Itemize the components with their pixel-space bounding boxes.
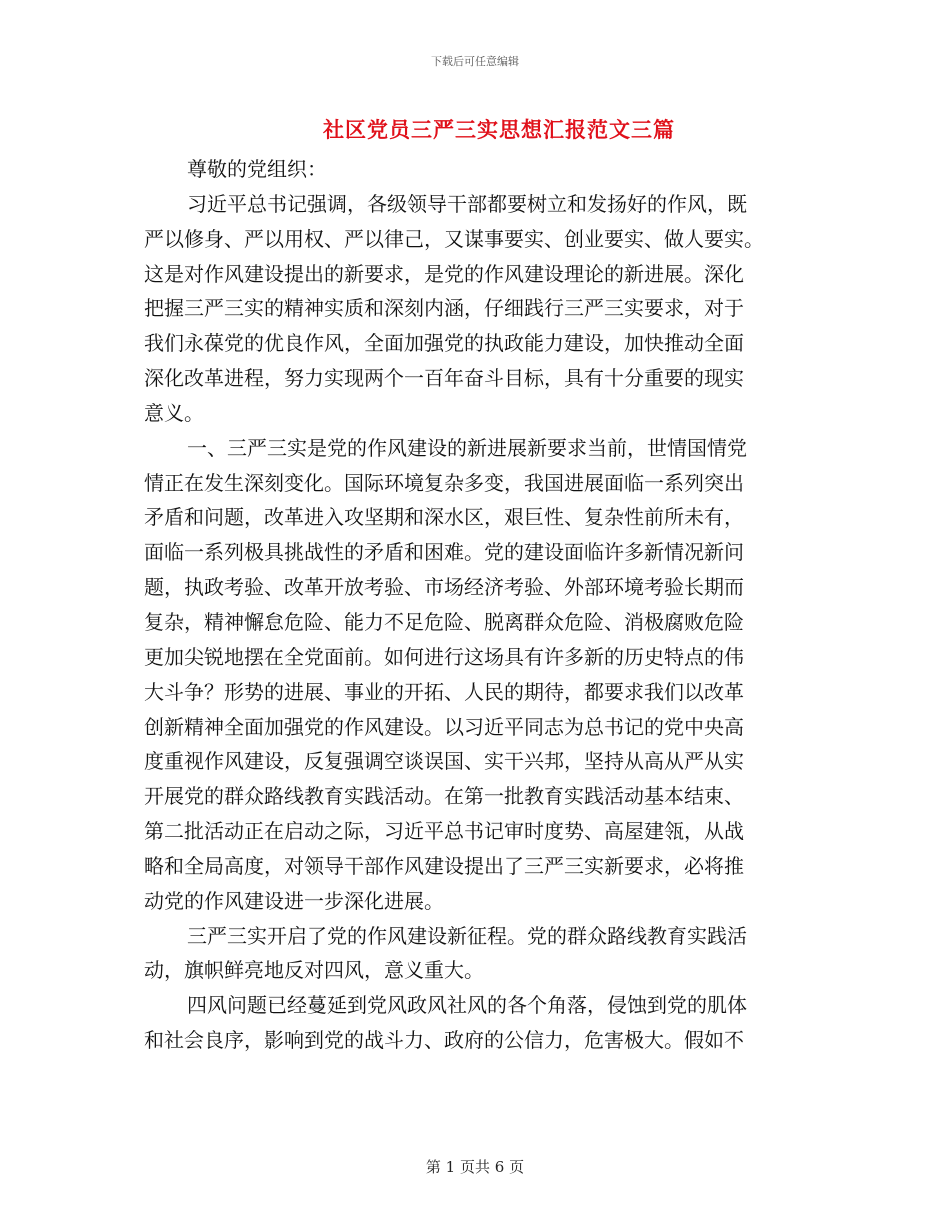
paragraph-line: 题，执政考验、改革开放考验、市场经济考验、外部环境考验长期而 [144, 575, 744, 600]
paragraph-line: 复杂，精神懈怠危险、能力不足危险、脱离群众危险、消极腐败危险 [144, 609, 744, 634]
paragraph-line: 更加尖锐地摆在全党面前。如何进行这场具有许多新的历史特点的伟 [144, 644, 744, 669]
paragraph-line: 动，旗帜鲜亮地反对四风，意义重大。 [144, 958, 484, 983]
paragraph-line: 我们永葆党的优良作风，全面加强党的执政能力建设，加快推动全面 [144, 331, 744, 356]
paragraph-line: 习近平总书记强调，各级领导干部都要树立和发扬好的作风，既 [187, 191, 747, 216]
paragraph-line: 一、三严三实是党的作风建设的新进展新要求当前，世情国情党 [187, 435, 747, 460]
salutation-line: 尊敬的党组织： [187, 157, 327, 181]
header-note: 下载后可任意编辑 [431, 55, 519, 68]
paragraph-line: 深化改革进程，努力实现两个一百年奋斗目标，具有十分重要的现实 [144, 366, 744, 391]
paragraph-line: 三严三实开启了党的作风建设新征程。党的群众路线教育实践活 [187, 923, 747, 948]
paragraph-line: 矛盾和问题，改革进入攻坚期和深水区，艰巨性、复杂性前所未有， [144, 505, 744, 530]
paragraph-line: 这是对作风建设提出的新要求，是党的作风建设理论的新进展。深化 [144, 261, 744, 286]
paragraph-line: 四风问题已经蔓延到党风政风社风的各个角落，侵蚀到党的肌体 [187, 993, 747, 1018]
paragraph-line: 第二批活动正在启动之际，习近平总书记审时度势、高屋建瓴，从战 [144, 819, 744, 844]
paragraph-line: 动党的作风建设进一步深化进展。 [144, 888, 444, 913]
paragraph-line: 创新精神全面加强党的作风建设。以习近平同志为总书记的党中央高 [144, 714, 744, 739]
paragraph-line: 把握三严三实的精神实质和深刻内涵，仔细践行三严三实要求，对于 [144, 296, 744, 321]
document-title: 社区党员三严三实思想汇报范文三篇 [323, 117, 675, 142]
paragraph-line: 和社会良序，影响到党的战斗力、政府的公信力，危害极大。假如不 [144, 1028, 744, 1053]
paragraph-line: 开展党的群众路线教育实践活动。在第一批教育实践活动基本结束、 [144, 784, 744, 809]
paragraph-line: 大斗争？形势的进展、事业的开拓、人民的期待，都要求我们以改革 [144, 679, 744, 704]
paragraph-line: 度重视作风建设，反复强调空谈误国、实干兴邦，坚持从高从严从实 [144, 749, 744, 774]
document-body [144, 152, 816, 1058]
page-footer: 第 1 页共 6 页 [425, 1158, 525, 1176]
paragraph-line: 面临一系列极具挑战性的矛盾和困难。党的建设面临许多新情况新问 [144, 540, 744, 565]
paragraph-line: 严以修身、严以用权、严以律己，又谋事要实、创业要实、做人要实。 [144, 226, 764, 251]
paragraph-line: 情正在发生深刻变化。国际环境复杂多变，我国进展面临一系列突出 [144, 470, 744, 495]
paragraph-line: 略和全局高度，对领导干部作风建设提出了三严三实新要求，必将推 [144, 853, 744, 878]
paragraph-line: 意义。 [144, 400, 204, 425]
